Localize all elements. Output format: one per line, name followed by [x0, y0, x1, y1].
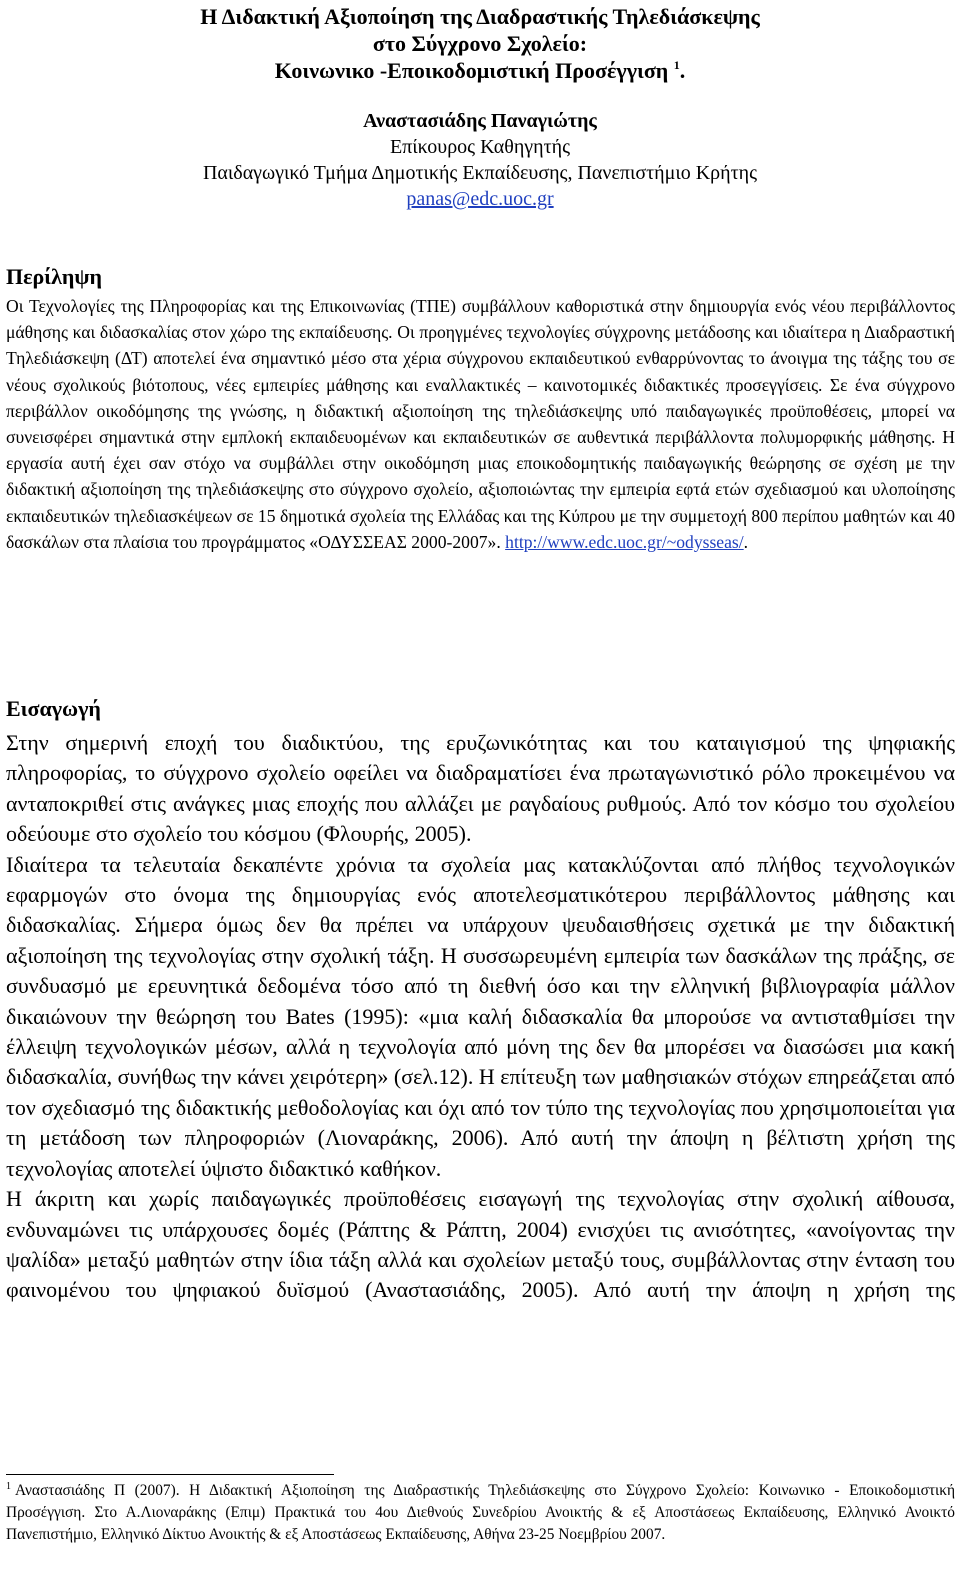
title-line-1: Η Διδακτική Αξιοποίηση της Διαδραστικής Τηλεδιάσκεψης [200, 4, 760, 29]
title-end-mark: . [679, 58, 686, 83]
author-block [0, 108, 960, 212]
odysseas-link[interactable]: http://www.edc.uoc.gr/~odysseas/ [505, 531, 744, 552]
intro-paragraph-2: Ιδιαίτερα τα τελευταία δεκαπέντε χρόνια τα σχολεία μας κατακλύζονται από πλήθος τεχνολογικών εφαρμογών στο όνομα της δημιουργίας ενός αποτελεσματικότερου περιβάλλοντος μάθησης και διδασκαλίας. Σήμερα όμως δεν θα πρέπει να υπάρχουν ψευδαισθήσεις σχετικά με την διδακτική αξιοποίηση της τεχνολογίας στην σχολική τάξη. Η συσσωρευμένη εμπειρία των δασκάλων της πράξης, σε συνδυασμό με ερευνητικά δεδομένα τόσο από τη διεθνή όσο και την ελληνική βιβλιογραφία μάλλον δικαιώνουν την θεώρηση του Bates (1995): «μια καλή διδασκαλία θα μπορούσε να αντισταθμίσει την έλλειψη τεχνολογικών μέσων, αλλά η τεχνολογία από μόνη της δεν θα μπορέσει να διασώσει μια κακή διδασκαλία, συνήθως την κάνει χειρότερη» (σελ.12). Η επίτευξη των μαθησιακών στόχων επηρεάζεται από τον σχεδιασμό της διδακτικής μεθοδολογίας και όχι από τον τύπο της τεχνολογίας που χρησιμοποιείται για τη μετάδοση των πληροφοριών (Λιοναράκης, 2006). Από αυτή την άποψη η βέλτιστη χρήση της τεχνολογίας αποτελεί ύψιστο διδακτικό καθήκον. [6, 851, 955, 1181]
title-line-3 [0, 57, 960, 84]
intro-paragraph-3: Η άκριτη και χωρίς παιδαγωγικές προϋποθέσεις εισαγωγή της τεχνολογίας στην σχολική αίθουσα, ενδυναμώνει τις υπάρχουσες δομές (Ράπτης & Ράπτη, 2004) ενισχύει τις ανισότητες, «ανοίγοντας την ψαλίδα» μεταξύ μαθητών στην ίδια τάξη αλλά και σχολείων μεταξύ τους, συμβάλλοντας στην ένταση του φαινομένου του ψηφιακού δυϊσμού (Αναστασιάδης, 2005). Από αυτή την άποψη η χρήση της [6, 1186, 955, 1303]
author-affiliation: Παιδαγωγικό Τμήμα Δημοτικής Εκπαίδευσης, Πανεπιστήμιο Κρήτης [202, 162, 758, 184]
title-line-2: στο Σύγχρονο Σχολείο: [372, 31, 588, 56]
abstract-body [6, 293, 955, 555]
author-email-line [0, 186, 960, 212]
introduction-body [6, 728, 955, 1306]
author-name: Αναστασιάδης Παναγιώτης [363, 110, 597, 132]
paper-title [0, 0, 960, 84]
author-position: Επίκουρος Καθηγητής [389, 136, 571, 158]
title-line-3-text: Κοινωνικο -Εποικοδομιστική Προσέγγιση [274, 58, 669, 83]
abstract-link-suffix: . [743, 531, 749, 552]
footnote [6, 1480, 955, 1546]
abstract-heading: Περίληψη [6, 264, 103, 289]
intro-paragraph-1: Στην σημερινή εποχή του διαδικτύου, της ερυζωνικότητας και του καταιγισμού της ψηφιακής πληροφορίας, το σύγχρονο σχολείο οφείλει να διαδραματίσει ένα πρωταγωνιστικό ρόλο προκειμένου να ανταποκριθεί στις ανάγκες μιας εποχής που αλλάζει με ραγδαίους ρυθμούς. Από τον κόσμο του σχολείου οδεύουμε στο σχολείο του κόσμου (Φλουρής, 2005). [6, 730, 955, 847]
footnote-text: Αναστασιάδης Π (2007). Η Διδακτική Αξιοποίηση της Διαδραστικής Τηλεδιάσκεψης στο Σύγχρονο Σχολείο: Κοινωνικο - Εποικοδομιστική Προσέγγιση. Στο Α.Λιοναράκης (Επιμ) Πρακτικά του 4ου Διεθνούς Συνεδρίου Ανοικτής & εξ Αποστάσεως Εκπαίδευσης, Ελληνικό Ανοικτό Πανεπιστήμιο, Ελληνικό Δίκτυο Ανοικτής & εξ Αποστάσεως Εκπαίδευσης, Αθήνα 23-25 Νοεμβρίου 2007. [6, 1482, 955, 1543]
footnote-mark: 1 [6, 1481, 11, 1492]
abstract-text: Οι Τεχνολογίες της Πληροφορίας και της Επικοινωνίας (ΤΠΕ) συμβάλλουν καθοριστικά στην δημιουργία ενός νέου περιβάλλοντος μάθησης και διδασκαλίας στον χώρο της εκπαίδευσης. Οι προηγμένες τεχνολογίες σύγχρονης μετάδοσης και ιδιαίτερα η Διαδραστική Τηλεδιάσκεψη (ΔΤ) αποτελεί ένα σημαντικό μέσο στα χέρια σύγχρονου εκπαιδευτικού ενθαρρύνοντας το άνοιγμα της τάξης του σε νέους σχολικούς βιότοπους, νέες εμπειρίες μάθησης και εναλλακτικές – καινοτομικές διδακτικές προσεγγίσεις. Σε ένα σύγχρονο περιβάλλον οικοδόμησης της γνώσης, η διδακτική αξιοποίηση της τηλεδιάσκεψης υπό παιδαγωγικές προϋποθέσεις, μπορεί να συνεισφέρει σημαντικά στην εμπλοκή εκπαιδευομένων και εκπαιδευτικών σε αυθεντικά περιβάλλοντα πολυμορφικής μάθησης. Η εργασία αυτή έχει σαν στόχο να συμβάλλει στην οικοδόμηση μιας εποικοδομητικής παιδαγωγικής θεώρησης σε σχέση με την διδακτική αξιοποίηση της τηλεδιάσκεψης στο σύγχρονο σχολείο, αξιοποιώντας την εμπειρία εφτά ετών σχεδιασμού και υλοποίησης εκπαιδευτικών τηλεδιασκέψεων σε 15 δημοτικά σχολεία της Ελλάδας και της Κύπρου με την συμμετοχή 800 περίπου μαθητών και 40 δασκάλων στα πλαίσια του προγράμματος «ΟΔΥΣΣΕΑΣ 2000-2007». [6, 296, 955, 552]
title-footnote-ref[interactable]: 1 [673, 58, 680, 72]
author-email-link[interactable]: panas@edc.uoc.gr [406, 188, 554, 210]
footnote-divider [6, 1474, 334, 1475]
introduction-heading: Εισαγωγή [6, 696, 101, 721]
